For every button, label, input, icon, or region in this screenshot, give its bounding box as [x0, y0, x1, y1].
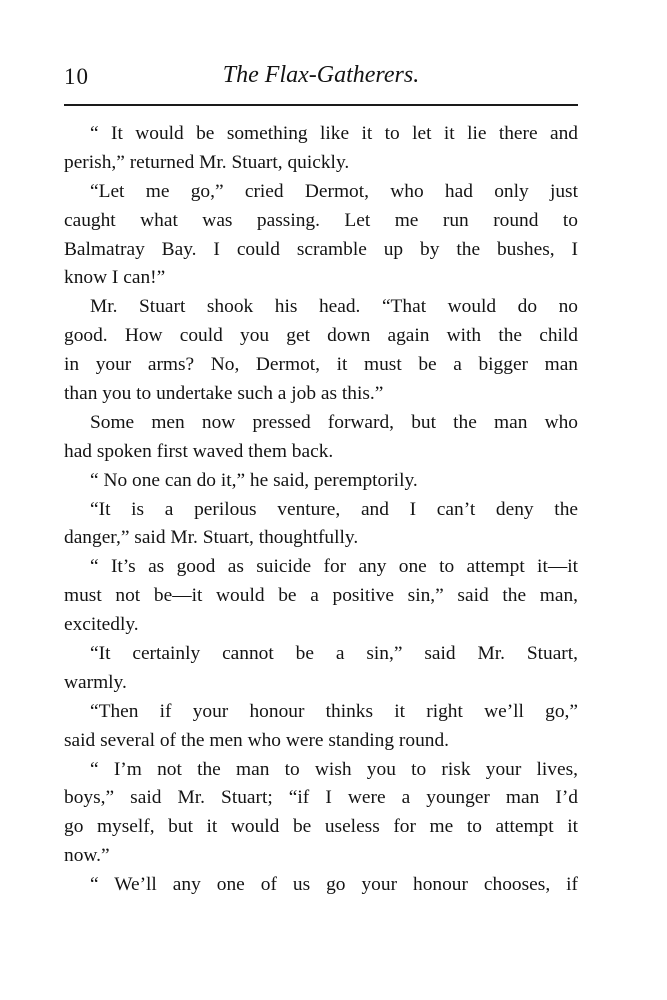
text-line: perish,” returned Mr. Stuart, quickly.	[64, 151, 350, 173]
text-line: “It certainly cannot be a sin,” said Mr. Stuart,	[90, 643, 578, 665]
text-line: “ It would be something like it to let it lie there and	[90, 123, 578, 144]
text-line: “Then if your honour thinks it right we’ll go,”	[90, 700, 578, 722]
header-rule	[64, 104, 578, 106]
text-line: said several of the men who were standing round.	[64, 729, 450, 751]
text-line: “ It’s as good as suicide for any one to attempt it—it	[90, 556, 578, 578]
text-line: excitedly.	[64, 614, 139, 636]
text-line: Some men now pressed forward, but the man who	[90, 411, 578, 433]
text-line: go myself, but it would be useless for me to attempt it	[64, 816, 578, 838]
text-line: warmly.	[64, 671, 127, 693]
text-line: Balmatray Bay. I could scramble up by the bushes, I	[64, 238, 578, 260]
text-line: must not be—it would be a positive sin,” said the man,	[64, 585, 578, 607]
body-text	[64, 120, 578, 900]
text-line: in your arms? No, Dermot, it must be a bigger man	[64, 354, 578, 376]
text-line: know I can!”	[64, 267, 166, 289]
text-line: than you to undertake such a job as this.”	[64, 383, 384, 405]
text-line: “ I’m not the man to wish you to risk your lives,	[90, 758, 578, 780]
page-header	[64, 58, 578, 92]
text-line: “It is a perilous venture, and I can’t deny the	[90, 498, 578, 520]
text-line: good. How could you get down again with the child	[64, 325, 578, 347]
text-line: “Let me go,” cried Dermot, who had only just	[90, 180, 578, 202]
text-line: caught what was passing. Let me run round to	[64, 209, 578, 231]
text-line: had spoken first waved them back.	[64, 440, 334, 462]
running-title: The Flax-Gatherers.	[222, 62, 420, 88]
text-line: boys,” said Mr. Stuart; “if I were a younger man I’d	[64, 787, 578, 809]
page-number: 10	[64, 64, 89, 89]
text-line: “ No one can do it,” he said, peremptorily.	[90, 469, 418, 491]
text-line: Mr. Stuart shook his head. “That would do no	[90, 296, 578, 318]
text-line: “ We’ll any one of us go your honour chooses, if	[90, 874, 578, 896]
text-line: danger,” said Mr. Stuart, thoughtfully.	[64, 527, 359, 549]
text-line: now.”	[64, 845, 110, 867]
